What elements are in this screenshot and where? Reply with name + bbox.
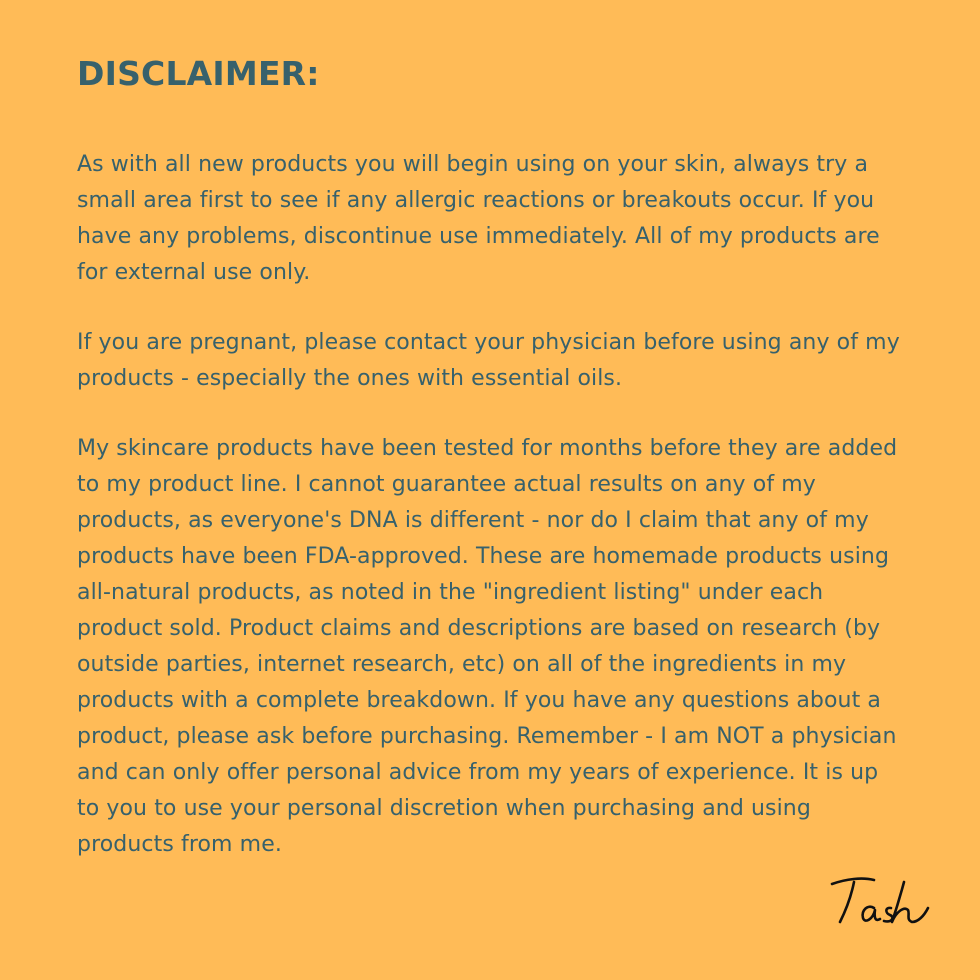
paragraph-pregnancy: If you are pregnant, please contact your physician before using any of my products - especially the ones with essential oils.: [77, 330, 900, 391]
disclaimer-body: [77, 147, 903, 897]
paragraph-product-claims: My skincare products have been tested for months before they are added to my product line. I cannot guarantee actual results on any of my products, as everyone's DNA is different - nor do I claim that any of my products have been FDA-approved. These are homemade products using all-natural products, as noted in the "ingredient listing" under each product sold. Product claims and descriptions are based on research (by outside parties, internet research, etc) on all of the ingredients in my products with a complete breakdown. If you have any questions about a product, please ask before purchasing. Remember - I am NOT a physician and can only offer personal advice from my years of experience. It is up to you to use your personal discretion when purchasing and using products from me.: [77, 436, 898, 857]
page-title: DISCLAIMER:: [77, 54, 320, 93]
paragraph-patch-test: As with all new products you will begin using on your skin, always try a small area first to see if any allergic reactions or breakouts occur. If you have any problems, discontinue use immediately. All of my products are for external use only.: [77, 152, 880, 285]
handwritten-signature: [828, 872, 938, 932]
